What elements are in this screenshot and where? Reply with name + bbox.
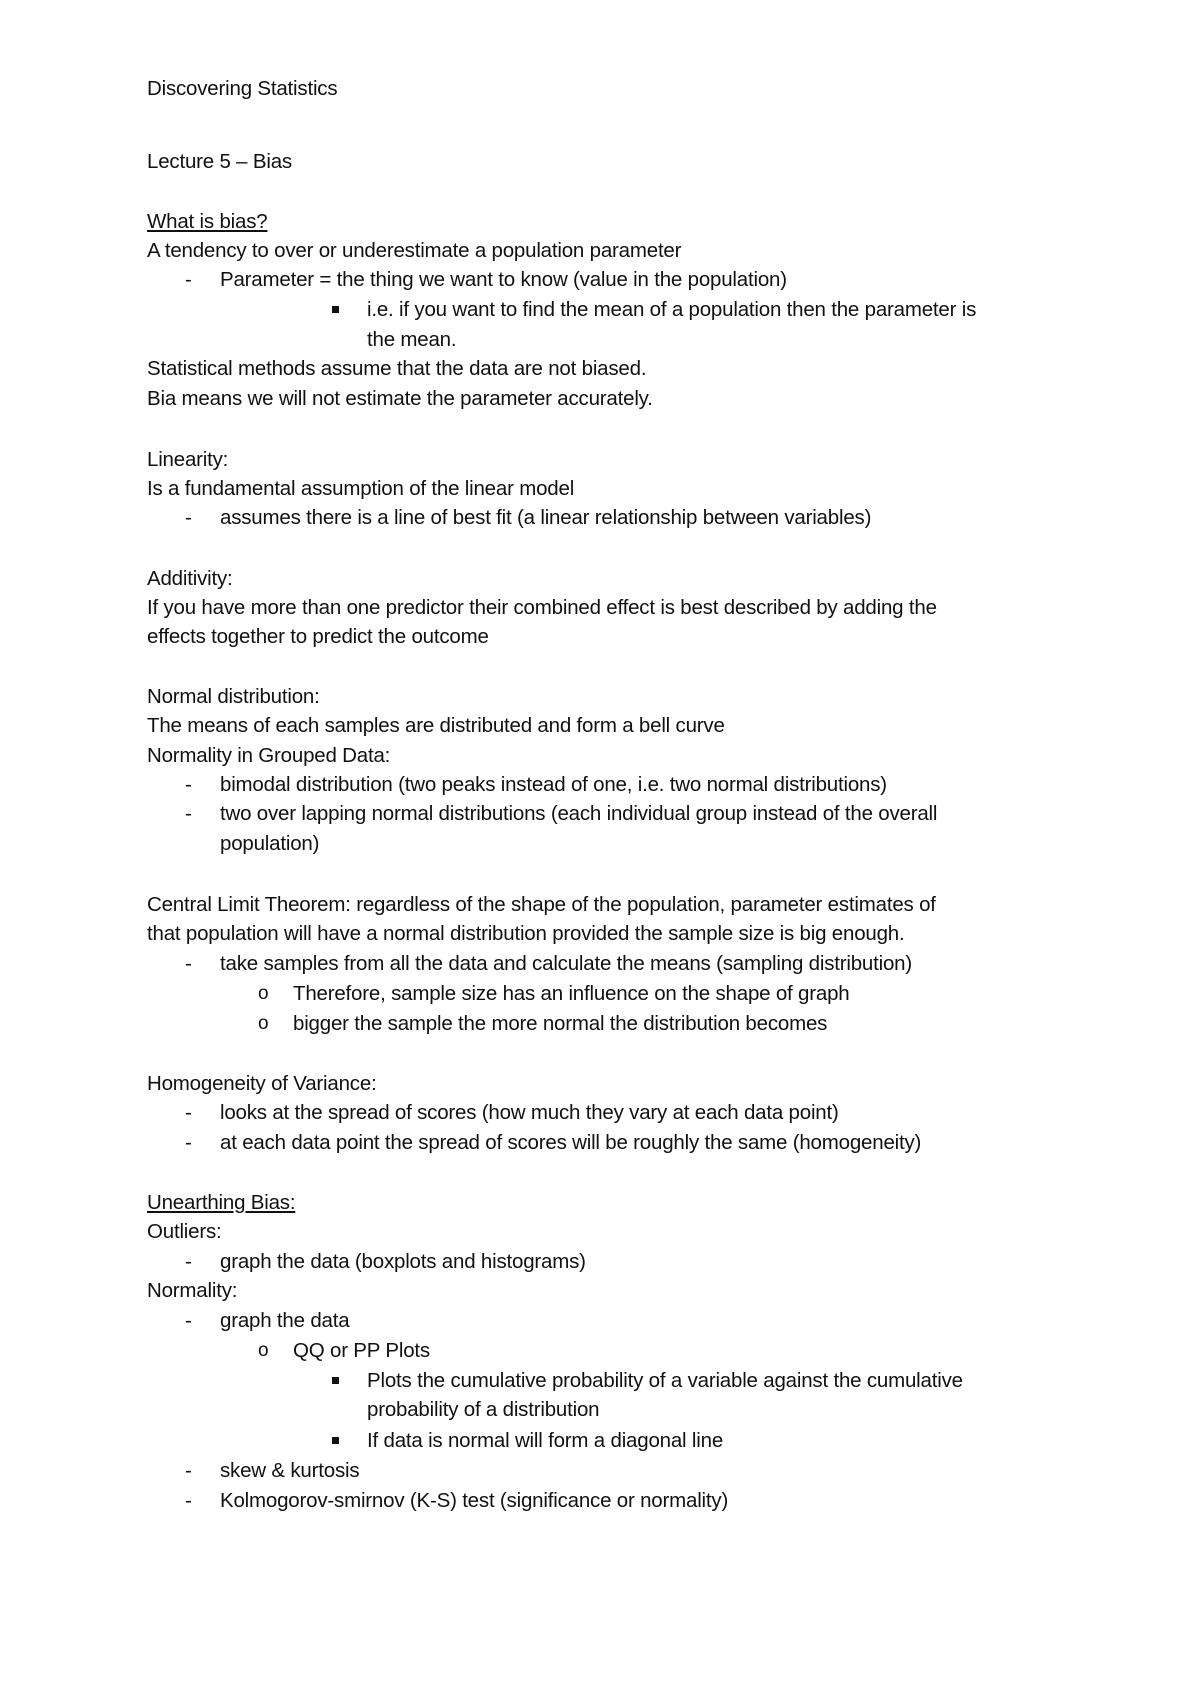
outliers-bullet: graph the data (boxplots and histograms) [220, 1250, 586, 1273]
dash-bullet-marker: - [185, 1459, 192, 1482]
circle-bullet-marker: o [258, 983, 269, 1004]
clt-sub-2: bigger the sample the more normal the distribution becomes [293, 1012, 828, 1035]
normal-distribution-heading: Normal distribution: [147, 685, 320, 708]
dash-bullet-marker: - [185, 802, 192, 825]
dash-bullet-marker: - [185, 1309, 192, 1332]
statistical-methods-text: Statistical methods assume that the data are not biased. [147, 357, 647, 380]
dash-bullet-marker: - [185, 1489, 192, 1512]
grouped-bullet-1: bimodal distribution (two peaks instead of one, i.e. two normal distributions) [220, 773, 887, 796]
square-bullet-marker [332, 306, 339, 313]
unearthing-bias-heading: Unearthing Bias: [147, 1191, 296, 1214]
bias-definition: A tendency to over or underestimate a population parameter [147, 239, 682, 262]
dash-bullet-marker: - [185, 268, 192, 291]
qq-subsub-2: If data is normal will form a diagonal line [367, 1429, 724, 1452]
homogeneity-bullet-2: at each data point the spread of scores will be roughly the same (homogeneity) [220, 1131, 922, 1154]
clt-line-2: that population will have a normal distribution provided the sample size is big enough. [147, 922, 905, 945]
qq-subsub-1-line-2: probability of a distribution [367, 1398, 600, 1421]
dash-bullet-marker: - [185, 1131, 192, 1154]
homogeneity-bullet-1: looks at the spread of scores (how much they vary at each data point) [220, 1101, 839, 1124]
normality-bullet-1: graph the data [220, 1309, 350, 1332]
additivity-line-2: effects together to predict the outcome [147, 625, 489, 648]
linearity-heading: Linearity: [147, 448, 229, 471]
additivity-heading: Additivity: [147, 567, 233, 590]
homogeneity-heading: Homogeneity of Variance: [147, 1072, 377, 1095]
linearity-text: Is a fundamental assumption of the linear model [147, 477, 575, 500]
grouped-bullet-2-line-1: two over lapping normal distributions (each individual group instead of the overall [220, 802, 938, 825]
dash-bullet-marker: - [185, 1250, 192, 1273]
dash-bullet-marker: - [185, 506, 192, 529]
clt-sub-1: Therefore, sample size has an influence on the shape of graph [293, 982, 850, 1005]
bia-means-text: Bia means we will not estimate the parameter accurately. [147, 387, 653, 410]
additivity-line-1: If you have more than one predictor their combined effect is best described by adding the [147, 596, 937, 619]
document-title: Discovering Statistics [147, 77, 338, 100]
linearity-bullet: assumes there is a line of best fit (a linear relationship between variables) [220, 506, 872, 529]
parameter-bullet: Parameter = the thing we want to know (value in the population) [220, 268, 787, 291]
lecture-title: Lecture 5 – Bias [147, 150, 292, 173]
parameter-sub-line-2: the mean. [367, 328, 457, 351]
parameter-sub-line-1: i.e. if you want to find the mean of a population then the parameter is [367, 298, 977, 321]
normality-bullet-2: skew & kurtosis [220, 1459, 360, 1482]
dash-bullet-marker: - [185, 1101, 192, 1124]
normal-distribution-text: The means of each samples are distributed and form a bell curve [147, 714, 725, 737]
what-is-bias-heading: What is bias? [147, 210, 268, 233]
square-bullet-marker [332, 1377, 339, 1384]
normality-bullet-3: Kolmogorov-smirnov (K-S) test (significance or normality) [220, 1489, 729, 1512]
outliers-heading: Outliers: [147, 1220, 222, 1243]
circle-bullet-marker: o [258, 1013, 269, 1034]
qq-pp-sub: QQ or PP Plots [293, 1339, 430, 1362]
dash-bullet-marker: - [185, 773, 192, 796]
circle-bullet-marker: o [258, 1340, 269, 1361]
clt-bullet: take samples from all the data and calculate the means (sampling distribution) [220, 952, 913, 975]
normality-heading: Normality: [147, 1279, 238, 1302]
square-bullet-marker [332, 1437, 339, 1444]
dash-bullet-marker: - [185, 952, 192, 975]
grouped-bullet-2-line-2: population) [220, 832, 320, 855]
qq-subsub-1-line-1: Plots the cumulative probability of a variable against the cumulative [367, 1369, 963, 1392]
clt-line-1: Central Limit Theorem: regardless of the shape of the population, parameter estimates of [147, 893, 936, 916]
grouped-data-heading: Normality in Grouped Data: [147, 744, 391, 767]
